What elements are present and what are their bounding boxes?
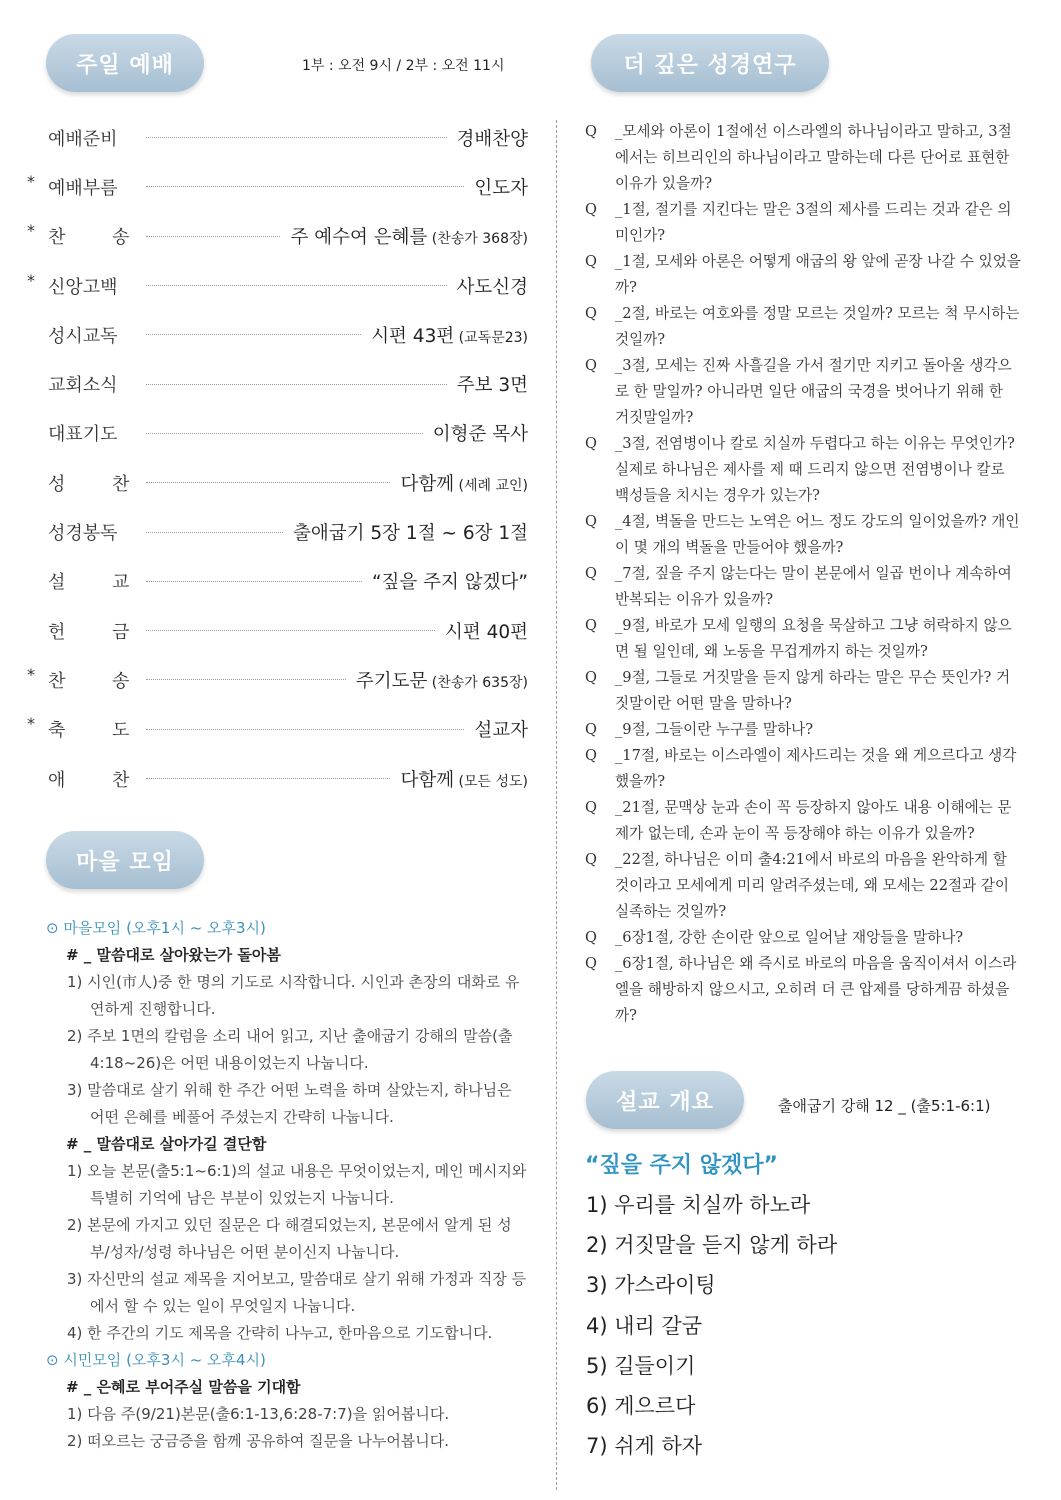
sermon-outline (586, 1185, 837, 1466)
worship-order-list (36, 113, 528, 803)
outline-point: 2) 거짓말을 듣지 않게 하라 (586, 1233, 838, 1258)
worship-order-row (36, 458, 528, 507)
dotted-leader (146, 137, 447, 138)
study-question: Q _21절, 문맥상 눈과 손이 꼭 등장하지 않아도 내용 이해에는 문제가 없는데, 손과 눈이 꼭 등장해야 하는 이유가 있을까? (585, 795, 1021, 847)
sermon-passage: 출애굽기 강해 12 _ (출5:1-6:1) (778, 1097, 991, 1115)
question-marker: Q (585, 721, 597, 738)
meeting-step: 1) 다음 주(9/21)본문(출6:1-13,6:28-7:7)을 읽어봅니다. (67, 1405, 450, 1423)
order-item-value: 주 예수여 은혜를 (찬송가 368장) (290, 227, 528, 249)
dotted-leader (146, 532, 283, 533)
worship-order-row (36, 162, 528, 211)
study-question: Q _4절, 벽돌을 만드는 노역은 어느 정도 강도의 일이었을까? 개인이 몇 개의 벽돌을 만들어야 했을까? (585, 509, 1021, 561)
order-item-label: * 찬 송 (36, 223, 136, 249)
order-item-note: (세례 교인) (454, 477, 528, 494)
study-question: Q _9절, 그들로 거짓말을 듣지 않게 하라는 말은 무슨 뜻인가? 거짓말이란 어떤 말을 말하나? (585, 665, 1021, 717)
order-item-note: (모든 성도) (454, 773, 528, 790)
order-item-label: 성경봉독 (48, 523, 118, 545)
meeting-step: 1) 오늘 본문(출5:1~6:1)의 설교 내용은 무엇이었는지, 메인 메시지와 특별히 기억에 남은 부분이 있었는지 나눕니다. (67, 1162, 527, 1207)
order-item-label: * 예배부름 (36, 174, 136, 200)
order-item-label: 예배준비 (48, 128, 118, 150)
outline-point: 6) 게으르다 (586, 1394, 696, 1419)
column-divider (556, 120, 557, 1490)
study-question: Q _3절, 모세는 진짜 사흘길을 가서 절기만 지키고 돌아올 생각으로 한 말일까? 아니라면 일단 애굽의 국경을 벗어나기 위해 한 거짓말일까? (585, 353, 1021, 431)
order-item-value: 출애굽기 5장 1절 ~ 6장 1절 (293, 523, 528, 545)
question-marker: Q (585, 357, 597, 374)
order-item-value: 인도자 (474, 177, 528, 199)
outline-point: 7) 쉬게 하자 (586, 1434, 703, 1459)
sermon-heading: “짚을 주지 않겠다” (585, 1153, 779, 1178)
order-item-value: 주보 3면 (456, 375, 528, 397)
meeting-heading: ⊙ 시민모임 (오후3시 ~ 오후4시) (46, 1351, 266, 1369)
order-item-label: 헌 금 (48, 621, 130, 643)
order-item-value: 주기도문 (찬송가 635장) (355, 670, 528, 692)
dotted-leader (146, 236, 280, 237)
study-question: Q _1절, 절기를 지킨다는 말은 3절의 제사를 드리는 것과 같은 의미인가? (585, 197, 1021, 249)
worship-times: 1부 : 오전 9시 / 2부 : 오전 11시 (302, 58, 505, 74)
meeting-step: 1) 시인(市人)중 한 명의 기도로 시작합니다. 시인과 촌장의 대화로 유연하게 진행합니다. (67, 973, 520, 1018)
question-marker: Q (585, 747, 597, 764)
study-question-list (585, 119, 1021, 1029)
order-item-value: “짚을 주지 않겠다” (371, 572, 528, 594)
meeting-subheading: # _ 말씀대로 살아왔는가 돌아봄 (66, 946, 281, 964)
dotted-leader (146, 679, 346, 680)
question-marker: Q (585, 799, 597, 816)
meeting-heading: ⊙ 마을모임 (오후1시 ~ 오후3시) (46, 919, 266, 937)
order-item-value: 다함께 (모든 성도) (400, 769, 528, 791)
worship-order-row (36, 754, 528, 803)
dotted-leader (146, 433, 423, 434)
meeting-subheading: # _ 은혜로 부어주실 말씀을 기대함 (66, 1378, 301, 1396)
meeting-step: 2) 주보 1면의 칼럼을 소리 내어 읽고, 지난 출애굽기 강해의 말씀(출4:18~26)은 어떤 내용이었는지 나눕니다. (67, 1027, 513, 1072)
dotted-leader (146, 630, 435, 631)
order-item-label: 성시교독 (48, 325, 118, 347)
meeting-step: 3) 자신만의 설교 제목을 지어보고, 말씀대로 살기 위해 가정과 직장 등에서 할 수 있는 일이 무엇일지 나눕니다. (67, 1270, 527, 1315)
question-marker: Q (585, 305, 597, 322)
worship-order-row (36, 409, 528, 458)
question-marker: Q (585, 201, 597, 218)
study-question: Q _7절, 짚을 주지 않는다는 말이 본문에서 일곱 번이나 계속하여 반복되는 이유가 있을까? (585, 561, 1021, 613)
question-marker: Q (585, 513, 597, 530)
order-item-value: 사도신경 (456, 276, 528, 298)
question-marker: Q (585, 955, 597, 972)
outline-point: 1) 우리를 치실까 하노라 (586, 1193, 811, 1217)
worship-order-row (36, 113, 528, 162)
order-item-label: * 축 도 (36, 716, 136, 742)
meeting-subheading: # _ 말씀대로 살아가길 결단함 (66, 1135, 267, 1153)
order-item-value: 이형준 목사 (432, 424, 528, 446)
dotted-leader (146, 729, 464, 730)
order-item-label: 애 찬 (48, 769, 130, 791)
meeting-step: 2) 떠오르는 궁금증을 함께 공유하여 질문을 나누어봅니다. (67, 1432, 450, 1450)
order-item-value: 시편 40편 (444, 621, 528, 643)
question-marker: Q (585, 123, 597, 140)
question-marker: Q (585, 669, 597, 686)
village-meeting-guide (46, 915, 530, 1455)
study-question: Q _3절, 전염병이나 칼로 치실까 두렵다고 하는 이유는 무엇인가? 실제로 하나님은 제사를 제 때 드리지 않으면 전염병이나 칼로 백성들을 치시는 경우가 있는가? (585, 431, 1021, 509)
study-section-title: 더 깊은 성경연구 (591, 34, 829, 92)
meeting-step: 2) 본문에 가지고 있던 질문은 다 해결되었는지, 본문에서 알게 된 성부/성자/성령 하나님은 어떤 분이신지 나눕니다. (67, 1216, 512, 1261)
question-marker: Q (585, 565, 597, 582)
worship-order-row (36, 359, 528, 408)
meeting-step: 4) 한 주간의 기도 제목을 간략히 나누고, 한마음으로 기도합니다. (67, 1324, 493, 1342)
dotted-leader (146, 285, 447, 286)
dotted-leader (146, 186, 464, 187)
order-item-label: * 신앙고백 (36, 273, 136, 299)
sermon-section-title: 설교 개요 (586, 1071, 744, 1129)
worship-order-row (36, 261, 528, 310)
order-item-value: 시편 43편 (교독문23) (371, 325, 528, 347)
study-question: Q _17절, 바로는 이스라엘이 제사드리는 것을 왜 게으르다고 생각했을까? (585, 743, 1021, 795)
question-marker: Q (585, 617, 597, 634)
order-item-value: 다함께 (세례 교인) (400, 473, 528, 495)
order-item-label: 설 교 (48, 572, 130, 594)
study-question: Q _22절, 하나님은 이미 출4:21에서 바로의 마음을 완악하게 할 것이라고 모세에게 미리 알려주셨는데, 왜 모세는 22절과 같이 실족하는 것일까? (585, 847, 1021, 925)
study-question: Q _9절, 바로가 모세 일행의 요청을 묵살하고 그냥 허락하지 않으면 될 일인데, 왜 노동을 무겁게까지 하는 것일까? (585, 613, 1021, 665)
order-item-note: (찬송가 635장) (427, 674, 528, 691)
question-marker: Q (585, 929, 597, 946)
study-question: Q _6장1절, 하나님은 왜 즉시로 바로의 마음을 움직이셔서 이스라엘을 해방하지 않으시고, 오히려 더 큰 압제를 당하게끔 하셨을까? (585, 951, 1021, 1029)
dotted-leader (146, 334, 361, 335)
worship-order-row (36, 310, 528, 359)
order-item-label: 교회소식 (48, 375, 118, 397)
dotted-leader (146, 581, 362, 582)
order-item-value: 경배찬양 (456, 128, 528, 150)
study-question: Q _모세와 아론이 1절에선 이스라엘의 하나님이라고 말하고, 3절에서는 히브리인의 하나님이라고 말하는데 다른 단어로 표현한 이유가 있을까? (585, 119, 1021, 197)
dotted-leader (146, 778, 390, 779)
worship-order-row (36, 705, 528, 754)
worship-order-row (36, 557, 528, 606)
order-item-label: * 찬 송 (36, 667, 136, 693)
question-marker: Q (585, 851, 597, 868)
village-section-title: 마을 모임 (46, 831, 204, 889)
meeting-step: 3) 말씀대로 살기 위해 한 주간 어떤 노력을 하며 살았는지, 하나님은 어떤 은혜를 베풀어 주셨는지 간략히 나눕니다. (67, 1081, 512, 1126)
study-question: Q _2절, 바로는 여호와를 정말 모르는 것일까? 모르는 척 무시하는 것일까? (585, 301, 1021, 353)
outline-point: 3) 가스라이팅 (586, 1273, 716, 1298)
study-question: Q _6장1절, 강한 손이란 앞으로 일어날 재앙들을 말하나? (585, 925, 1021, 951)
dotted-leader (146, 384, 447, 385)
order-item-note: (찬송가 368장) (427, 231, 528, 248)
question-marker: Q (585, 253, 597, 270)
dotted-leader (146, 482, 390, 483)
order-item-label: 대표기도 (48, 424, 118, 446)
question-marker: Q (585, 435, 597, 452)
order-item-label: 성 찬 (48, 473, 130, 495)
study-question: Q _1절, 모세와 아론은 어떻게 애굽의 왕 앞에 곧장 나갈 수 있었을까? (585, 249, 1021, 301)
order-item-note: (교독문23) (454, 329, 528, 346)
worship-order-row (36, 507, 528, 556)
order-item-value: 설교자 (474, 720, 528, 742)
study-question: Q _9절, 그들이란 누구를 말하나? (585, 717, 1021, 743)
worship-order-row (36, 606, 528, 655)
worship-section-title: 주일 예배 (46, 34, 204, 92)
worship-order-row (36, 655, 528, 704)
outline-point: 5) 길들이기 (586, 1353, 696, 1378)
outline-point: 4) 내리 갈굼 (586, 1313, 703, 1338)
worship-order-row (36, 212, 528, 261)
